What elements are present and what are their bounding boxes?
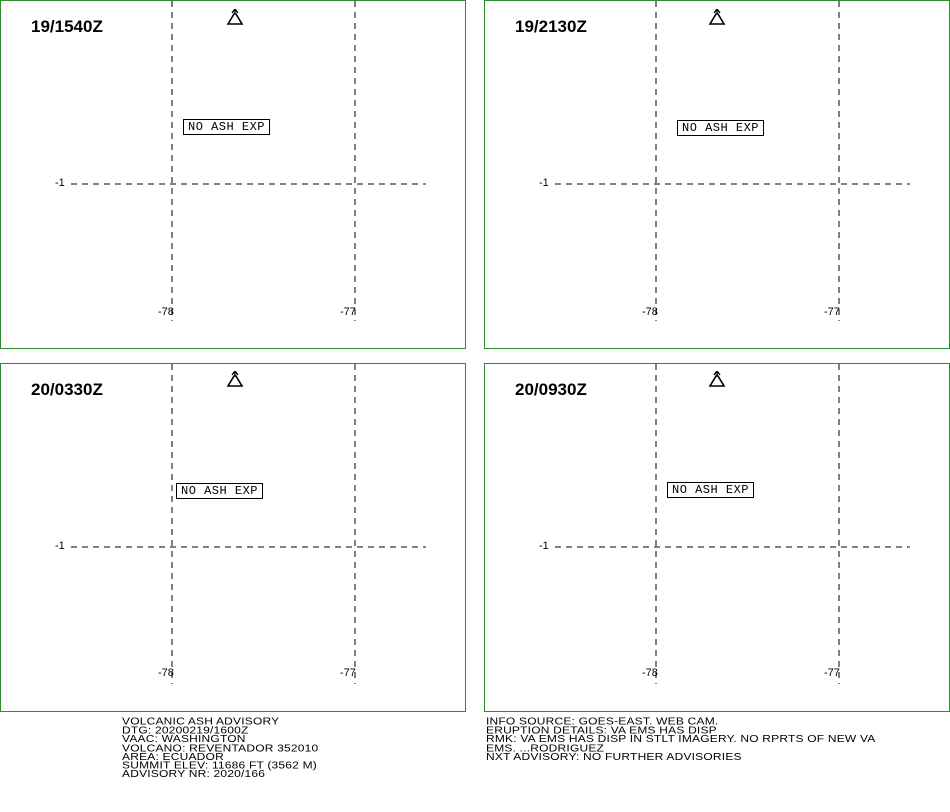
forecast-panel-2 [484, 0, 950, 349]
map-grid [1, 364, 466, 712]
forecast-panel-1 [0, 0, 466, 349]
lon-label-78: -78 [642, 306, 658, 318]
no-ash-label: NO ASH EXP [176, 483, 263, 499]
remarks-info [486, 717, 876, 761]
advisory-dtg: DTG: 20200219/1600Z [122, 724, 249, 737]
advisory-vaac: VAAC: WASHINGTON [122, 732, 246, 745]
lat-label: -1 [55, 540, 65, 552]
no-ash-label: NO ASH EXP [667, 482, 754, 498]
forecast-panel-4 [484, 363, 950, 712]
map-grid [485, 1, 950, 349]
advisory-area: AREA: ECUADOR [122, 750, 224, 763]
advisory-title: VOLCANIC ASH ADVISORY [122, 715, 280, 728]
lon-label-78: -78 [158, 667, 174, 679]
lon-label-77: -77 [824, 667, 840, 679]
advisory-summit-elev: SUMMIT ELEV: 11686 FT (3562 M) [122, 759, 317, 772]
lat-label: -1 [55, 177, 65, 189]
lon-label-77: -77 [824, 306, 840, 318]
eruption-details: ERUPTION DETAILS: VA EMS HAS DISP [486, 724, 717, 737]
panel-time: 20/0330Z [31, 380, 103, 399]
lon-label-77: -77 [340, 306, 356, 318]
no-ash-label: NO ASH EXP [183, 119, 270, 135]
remark-continuation: EMS. ...RODRIGUEZ [486, 741, 605, 754]
lat-label: -1 [539, 540, 549, 552]
info-source: INFO SOURCE: GOES-EAST. WEB CAM. [486, 715, 719, 728]
panel-time: 19/2130Z [515, 17, 587, 36]
no-ash-label: NO ASH EXP [677, 120, 764, 136]
remark-line: RMK: VA EMS HAS DISP IN STLT IMAGERY. NO RPRTS OF NEW VA [486, 732, 876, 745]
lon-label-78: -78 [158, 306, 174, 318]
lon-label-78: -78 [642, 667, 658, 679]
advisory-number: ADVISORY NR: 2020/166 [122, 767, 266, 780]
lat-label: -1 [539, 177, 549, 189]
lon-label-77: -77 [340, 667, 356, 679]
next-advisory: NXT ADVISORY: NO FURTHER ADVISORIES [486, 750, 742, 763]
advisory-info [122, 717, 318, 778]
forecast-panel-3 [0, 363, 466, 712]
map-grid [1, 1, 466, 349]
panel-time: 20/0930Z [515, 380, 587, 399]
map-grid [485, 364, 950, 712]
advisory-volcano: VOLCANO: REVENTADOR 352010 [122, 741, 319, 754]
panel-time: 19/1540Z [31, 17, 103, 36]
